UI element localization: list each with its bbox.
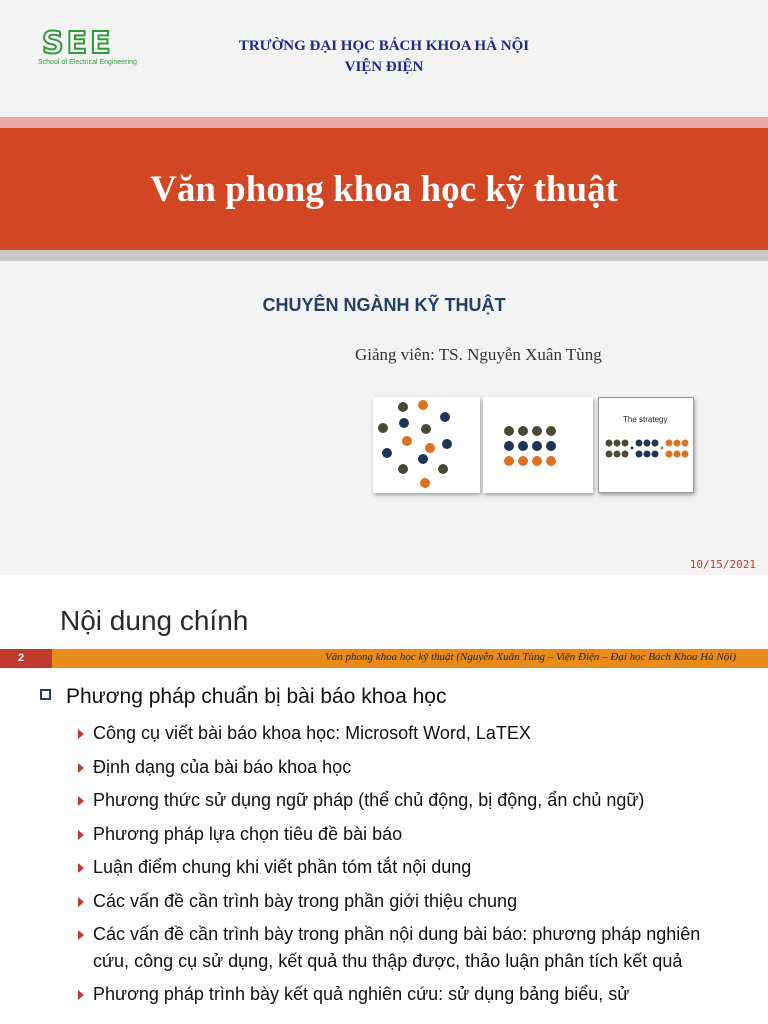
institute-name: VIỆN ĐIỆN	[344, 59, 424, 75]
arrow-bullet-icon	[78, 930, 84, 940]
list-item: Phương pháp trình bày kết quả nghiên cứu: sử dụng bảng biểu, sử	[78, 981, 738, 1008]
sorted-dots-image	[483, 397, 593, 493]
strategy-caption: The strategy	[623, 415, 668, 424]
content-slide-title: Nội dung chính	[60, 605, 249, 636]
main-bullet	[40, 685, 446, 709]
arrow-bullet-icon	[78, 990, 84, 1000]
strategy-dots-graphic	[599, 398, 695, 494]
arrow-bullet-icon	[78, 796, 84, 806]
strategy-image	[598, 397, 694, 493]
content-slide	[0, 575, 768, 1024]
list-item: Các vấn đề cần trình bày trong phần nội dung bài báo: phương pháp nghiên cứu, công cụ sử dụng, kết quả thu thập được, thảo luận phân tích kết quả	[78, 921, 738, 974]
slide-date: 10/15/2021	[689, 558, 756, 571]
scattered-dots-image	[373, 397, 480, 493]
institution-name: TRƯỜNG ĐẠI HỌC BÁCH KHOA HÀ NỘI	[238, 38, 530, 54]
arrow-bullet-icon	[78, 863, 84, 873]
arrow-bullet-icon	[78, 830, 84, 840]
lecturer-name: Giảng viên: TS. Nguyễn Xuân Tùng	[355, 345, 602, 364]
top-accent-bar	[0, 117, 768, 128]
slide-number: 2	[0, 649, 52, 668]
scattered-dots-graphic	[373, 397, 480, 493]
sub-bullet-list	[78, 720, 738, 1015]
arrow-bullet-icon	[78, 897, 84, 907]
arrow-bullet-icon	[78, 763, 84, 773]
list-item: Luận điểm chung khi viết phần tóm tắt nội dung	[78, 854, 738, 881]
sorted-dots-graphic	[483, 397, 593, 493]
main-bullet-text: Phương pháp chuẩn bị bài báo khoa học	[66, 685, 447, 708]
list-item: Các vấn đề cần trình bày trong phần giới thiệu chung	[78, 888, 738, 915]
square-bullet-icon	[40, 689, 51, 700]
arrow-bullet-icon	[78, 729, 84, 739]
logo-subtext: School of Electrical Engineering	[38, 59, 137, 66]
slide-title: Văn phong khoa học kỹ thuật	[150, 169, 618, 210]
list-item: Phương thức sử dụng ngữ pháp (thể chủ động, bị động, ẩn chủ ngữ)	[78, 787, 738, 814]
list-item: Phương pháp lựa chọn tiêu đề bài báo	[78, 821, 738, 848]
bottom-accent-bar	[0, 250, 768, 261]
logo-letters: SEE	[42, 26, 114, 61]
slide-subtitle: CHUYÊN NGÀNH KỸ THUẬT	[262, 295, 506, 315]
list-item: Công cụ viết bài báo khoa học: Microsoft Word, LaTEX	[78, 720, 738, 747]
list-item: Định dạng của bài báo khoa học	[78, 754, 738, 781]
footer-text: Văn phong khoa học kỹ thuật (Nguyễn Xuân Tùng – Viện Điện – Đại học Bách Khoa Hà Nội)	[324, 651, 736, 663]
